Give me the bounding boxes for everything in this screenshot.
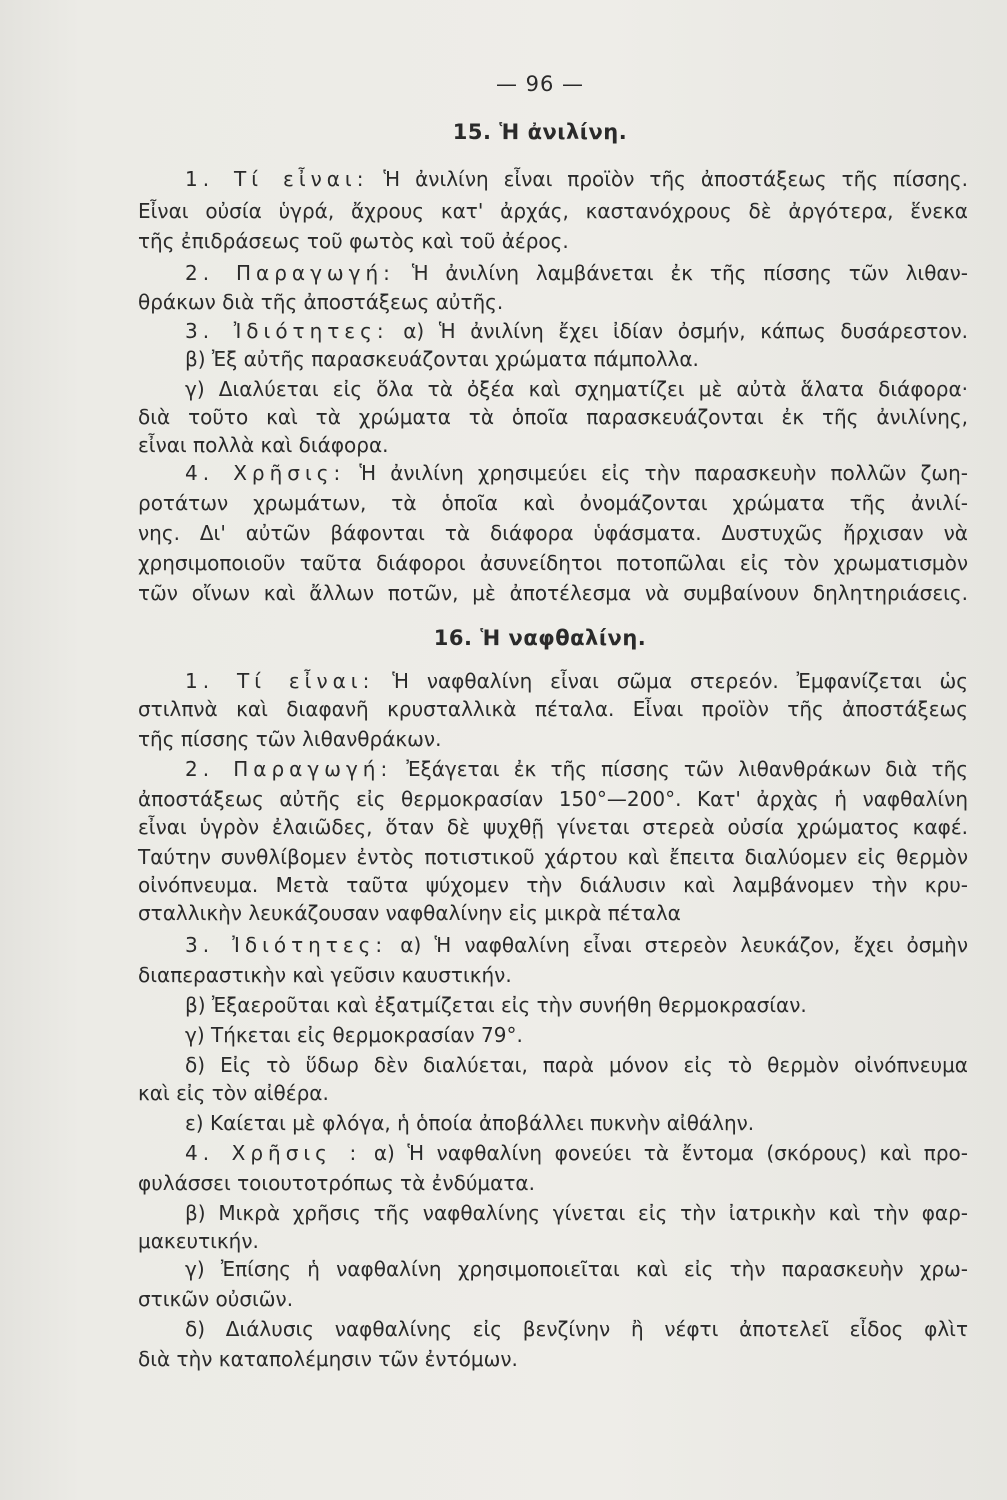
page-number: — 96 — xyxy=(495,72,585,96)
paragraph-line: γ) Διαλύεται εἰς ὅλα τὰ ὀξέα καὶ σχηματίζει μὲ αὐτὰ ἅλατα διάφορα· xyxy=(185,377,968,401)
paragraph-line: τῶν οἴνων καὶ ἄλλων ποτῶν, μὲ ἀποτέλεσμα νὰ συμβαίνουν δηλητηριάσεις. xyxy=(138,581,968,605)
section-title: 15. Ἡ ἀνιλίνη. xyxy=(452,120,628,144)
paragraph-line: Εἶναι οὐσία ὑγρά, ἄχρους κατ' ἀρχάς, καστανόχρους δὲ ἀργότερα, ἕνεκα xyxy=(138,199,968,223)
item-label: 3. Ἰδιότητες: xyxy=(185,933,388,957)
item-label: 2. Παραγωγή: xyxy=(185,757,393,781)
item-label: 1. Τί εἶναι: xyxy=(185,167,369,191)
paragraph-line: εἶναι πολλὰ καὶ διάφορα. xyxy=(138,433,389,457)
item-label: 2. Παραγωγή: xyxy=(185,261,395,285)
paragraph-line: διὰ τοῦτο καὶ τὰ χρώματα τὰ ὁποῖα παρασκευάζονται ἐκ τῆς ἀνιλίνης, xyxy=(138,405,968,429)
paragraph-line: οἰνόπνευμα. Μετὰ ταῦτα ψύχομεν τὴν διάλυσιν καὶ λαμβάνομεν τὴν κρυ- xyxy=(138,873,968,897)
paragraph-line: στικῶν οὐσιῶν. xyxy=(138,1287,294,1311)
paragraph-line: χρησιμοποιοῦν ταῦτα διάφοροι ἀσυνείδητοι ποτοπῶλαι εἰς τὸν χρωματισμὸν xyxy=(138,551,968,575)
paragraph-line: τῆς πίσσης τῶν λιθανθράκων. xyxy=(138,727,442,751)
paragraph-line: 2. Παραγωγή: Ἐξάγεται ἐκ τῆς πίσσης τῶν λιθανθράκων διὰ τῆς xyxy=(185,757,968,781)
paragraph-line: 3. Ἰδιότητες: α) Ἡ ναφθαλίνη εἶναι στερεὸν λευκάζον, ἔχει ὀσμὴν xyxy=(185,933,968,957)
paragraph-line: 1. Τί εἶναι: Ἡ ναφθαλίνη εἶναι σῶμα στερεόν. Ἐμφανίζεται ὡς xyxy=(185,669,968,693)
paragraph-line: φυλάσσει τοιουτοτρόπως τὰ ἐνδύματα. xyxy=(138,1171,535,1195)
paragraph-line: τῆς ἐπιδράσεως τοῦ φωτὸς καὶ τοῦ ἀέρος. xyxy=(138,229,569,253)
paragraph-line: 3. Ἰδιότητες: α) Ἡ ἀνιλίνη ἔχει ἰδίαν ὀσμήν, κάπως δυσάρεστον. xyxy=(185,319,968,343)
paragraph-line: δ) Διάλυσις ναφθαλίνης εἰς βενζίνην ἢ νέφτι ἀποτελεῖ εἶδος φλὶτ xyxy=(185,1317,968,1341)
paragraph-line: στιλπνὰ καὶ διαφανῆ κρυσταλλικὰ πέταλα. Εἶναι προϊὸν τῆς ἀποστάξεως xyxy=(138,697,968,721)
paragraph-line: γ) Ἐπίσης ἡ ναφθαλίνη χρησιμοποιεῖται καὶ εἰς τὴν παρασκευὴν χρω- xyxy=(185,1257,968,1281)
item-label: 4. Χρῆσις: xyxy=(185,461,346,485)
paragraph-line: 1. Τί εἶναι: Ἡ ἀνιλίνη εἶναι προϊὸν τῆς ἀποστάξεως τῆς πίσσης. xyxy=(185,167,968,191)
paragraph-line: διαπεραστικὴν καὶ γεῦσιν καυστικήν. xyxy=(138,963,512,987)
item-label: 1. Τί εἶναι: xyxy=(185,669,375,693)
paragraph-line: δ) Εἰς τὸ ὕδωρ δὲν διαλύεται, παρὰ μόνον εἰς τὸ θερμὸν οἰνόπνευμα xyxy=(185,1053,968,1077)
paragraph-line: διὰ τὴν καταπολέμησιν τῶν ἐντόμων. xyxy=(138,1347,518,1371)
paragraph-line: Ταύτην συνθλίβομεν ἐντὸς ποτιστικοῦ χάρτου καὶ ἔπειτα διαλύομεν εἰς θερμὸν xyxy=(138,845,968,869)
paragraph-line: 4. Χρῆσις : α) Ἡ ναφθαλίνη φονεύει τὰ ἔντομα (σκόρους) καὶ προ- xyxy=(185,1141,968,1165)
paragraph-line: β) Ἐξ αὐτῆς παρασκευάζονται χρώματα πάμπολλα. xyxy=(185,347,699,371)
paragraph-line: νης. Δι' αὐτῶν βάφονται τὰ διάφορα ὑφάσματα. Δυστυχῶς ἤρχισαν νὰ xyxy=(138,521,968,545)
paragraph-line: β) Ἐξαεροῦται καὶ ἐξατμίζεται εἰς τὴν συνήθη θερμοκρασίαν. xyxy=(185,993,807,1017)
item-label: 4. Χρῆσις : xyxy=(185,1141,362,1165)
paragraph-line: β) Μικρὰ χρῆσις τῆς ναφθαλίνης γίνεται εἰς τὴν ἰατρικὴν καὶ τὴν φαρ- xyxy=(185,1201,968,1225)
paragraph-line: 4. Χρῆσις: Ἡ ἀνιλίνη χρησιμεύει εἰς τὴν παρασκευὴν πολλῶν ζωη- xyxy=(185,461,968,485)
paragraph-line: σταλλικὴν λευκάζουσαν ναφθαλίνην εἰς μικρὰ πέταλα xyxy=(138,901,681,925)
paragraph-line: ε) Καίεται μὲ φλόγα, ἡ ὁποία ἀποβάλλει πυκνὴν αἰθάλην. xyxy=(185,1111,755,1135)
paragraph-line: εἶναι ὑγρὸν ἐλαιῶδες, ὅταν δὲ ψυχθῇ γίνεται στερεὰ οὐσία χρώματος καφέ. xyxy=(138,815,968,839)
paragraph-line: γ) Τήκεται εἰς θερμοκρασίαν 79°. xyxy=(185,1023,523,1047)
paragraph-line: ἀποστάξεως αὐτῆς εἰς θερμοκρασίαν 150°—200°. Κατ' ἀρχὰς ἡ ναφθαλίνη xyxy=(138,787,968,811)
item-label: 3. Ἰδιότητες: xyxy=(185,319,389,343)
paragraph-line: μακευτικήν. xyxy=(138,1229,259,1253)
paragraph-line: ροτάτων χρωμάτων, τὰ ὁποῖα καὶ ὀνομάζονται χρώματα τῆς ἀνιλί- xyxy=(138,491,968,515)
section-title: 16. Ἡ ναφθαλίνη. xyxy=(433,626,647,650)
paragraph-line: καὶ εἰς τὸν αἰθέρα. xyxy=(138,1081,329,1105)
paragraph-line: θράκων διὰ τῆς ἀποστάξεως αὐτῆς. xyxy=(138,290,504,314)
paragraph-line: 2. Παραγωγή: Ἡ ἀνιλίνη λαμβάνεται ἐκ τῆς πίσσης τῶν λιθαν- xyxy=(185,261,969,285)
